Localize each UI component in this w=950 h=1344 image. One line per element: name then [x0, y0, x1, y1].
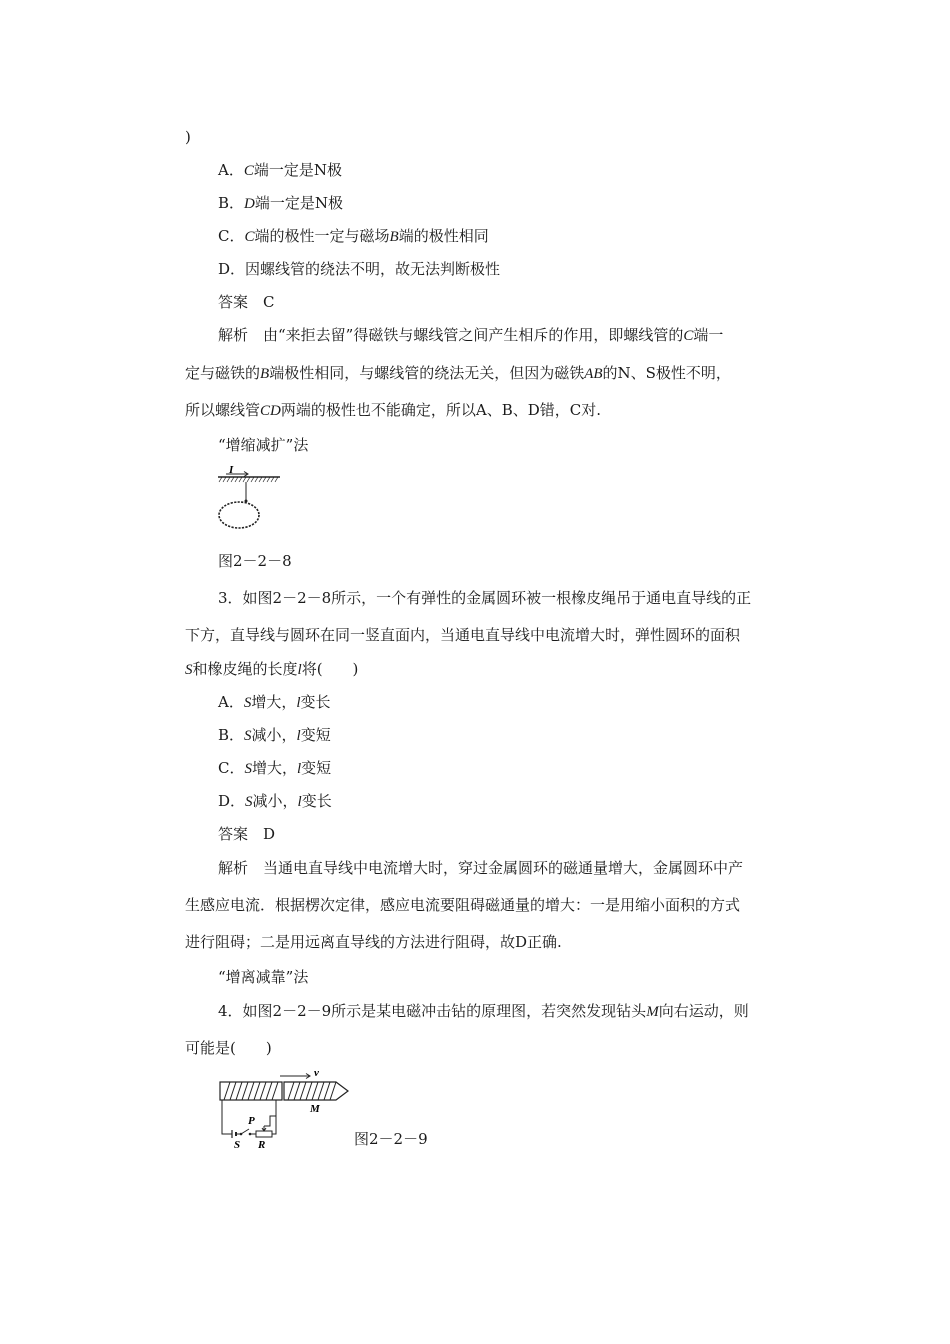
switch-S	[241, 1129, 249, 1134]
coil-windings	[224, 1082, 278, 1100]
q2-option-a: A．C端一定是N极	[218, 161, 342, 179]
current-label-I: I	[229, 464, 234, 476]
question-paren-close: )	[185, 128, 191, 146]
q2-option-b: B．D端一定是N极	[218, 194, 344, 212]
q3-answer: 答案 D	[218, 825, 276, 843]
q2-analysis-line3: 所以螺线管CD两端的极性也不能确定，所以A、B、D错，C对.	[185, 401, 601, 419]
q3-option-b: B．S减小，l变短	[218, 726, 331, 744]
figure-2-2-9-caption: 图2－2－9	[354, 1130, 428, 1148]
q3-stem-line1: 3．如图2－2－8所示，一个有弹性的金属圆环被一根橡皮绳吊于通电直导线的正	[218, 589, 752, 607]
q3-option-c: C．S增大，l变短	[218, 759, 332, 777]
q3-analysis-line3: 进行阻碍；二是用远离直导线的方法进行阻碍，故D正确.	[185, 933, 562, 951]
section-heading-shrink-expand: “增缩减扩”法	[218, 436, 309, 454]
elastic-metal-ring	[219, 502, 259, 528]
q2-analysis-line1: 解析 由“来拒去留”得磁铁与螺线管之间产生相斥的作用，即螺线管的C端一	[218, 326, 724, 344]
q2-option-d: D．因螺线管的绕法不明，故无法判断极性	[218, 260, 501, 278]
q4-stem-line2: 可能是( )	[185, 1039, 272, 1057]
slider-label-P: P	[248, 1115, 255, 1127]
q2-option-c: C．C端的极性一定与磁场B端的极性相同	[218, 227, 489, 245]
drill-label-M: M	[310, 1103, 320, 1115]
q3-analysis-line1: 解析 当通电直导线中电流增大时，穿过金属圆环的磁通量增大，金属圆环中产	[218, 859, 744, 877]
q2-answer: 答案 C	[218, 293, 275, 311]
velocity-label-v: v	[314, 1067, 319, 1079]
q4-stem-line1: 4．如图2－2－9所示是某电磁冲击钻的原理图，若突然发现钻头M向右运动，则	[218, 1002, 749, 1020]
velocity-arrow	[280, 1074, 310, 1079]
q3-stem-line3: S和橡皮绳的长度l将( )	[185, 660, 359, 678]
figure-2-2-9	[214, 1066, 354, 1150]
figure-2-2-8	[214, 462, 282, 534]
q3-stem-line2: 下方，直导线与圆环在同一竖直面内，当通电直导线中电流增大时，弹性圆环的面积	[185, 626, 741, 644]
q3-analysis-line2: 生感应电流．根据楞次定律，感应电流要阻碍磁通量的增大：一是用缩小面积的方式	[185, 896, 741, 914]
circuit-left-wire	[222, 1100, 232, 1134]
q2-analysis-line2: 定与磁铁的B端极性相同，与螺线管的绕法无关，但因为磁铁AB的N、S极性不明，	[185, 364, 731, 382]
ceiling-hatch	[219, 477, 278, 482]
switch-label-S: S	[234, 1139, 241, 1150]
section-heading-away-near: “增离减靠”法	[218, 968, 309, 986]
figure-2-2-8-caption: 图2－2－8	[218, 552, 292, 570]
slider-P	[262, 1126, 266, 1131]
q3-option-d: D．S减小，l变长	[218, 792, 332, 810]
circuit-right-wire	[272, 1100, 276, 1134]
q3-option-a: A．S增大，l变长	[218, 693, 331, 711]
rheostat-label-R: R	[258, 1139, 266, 1150]
